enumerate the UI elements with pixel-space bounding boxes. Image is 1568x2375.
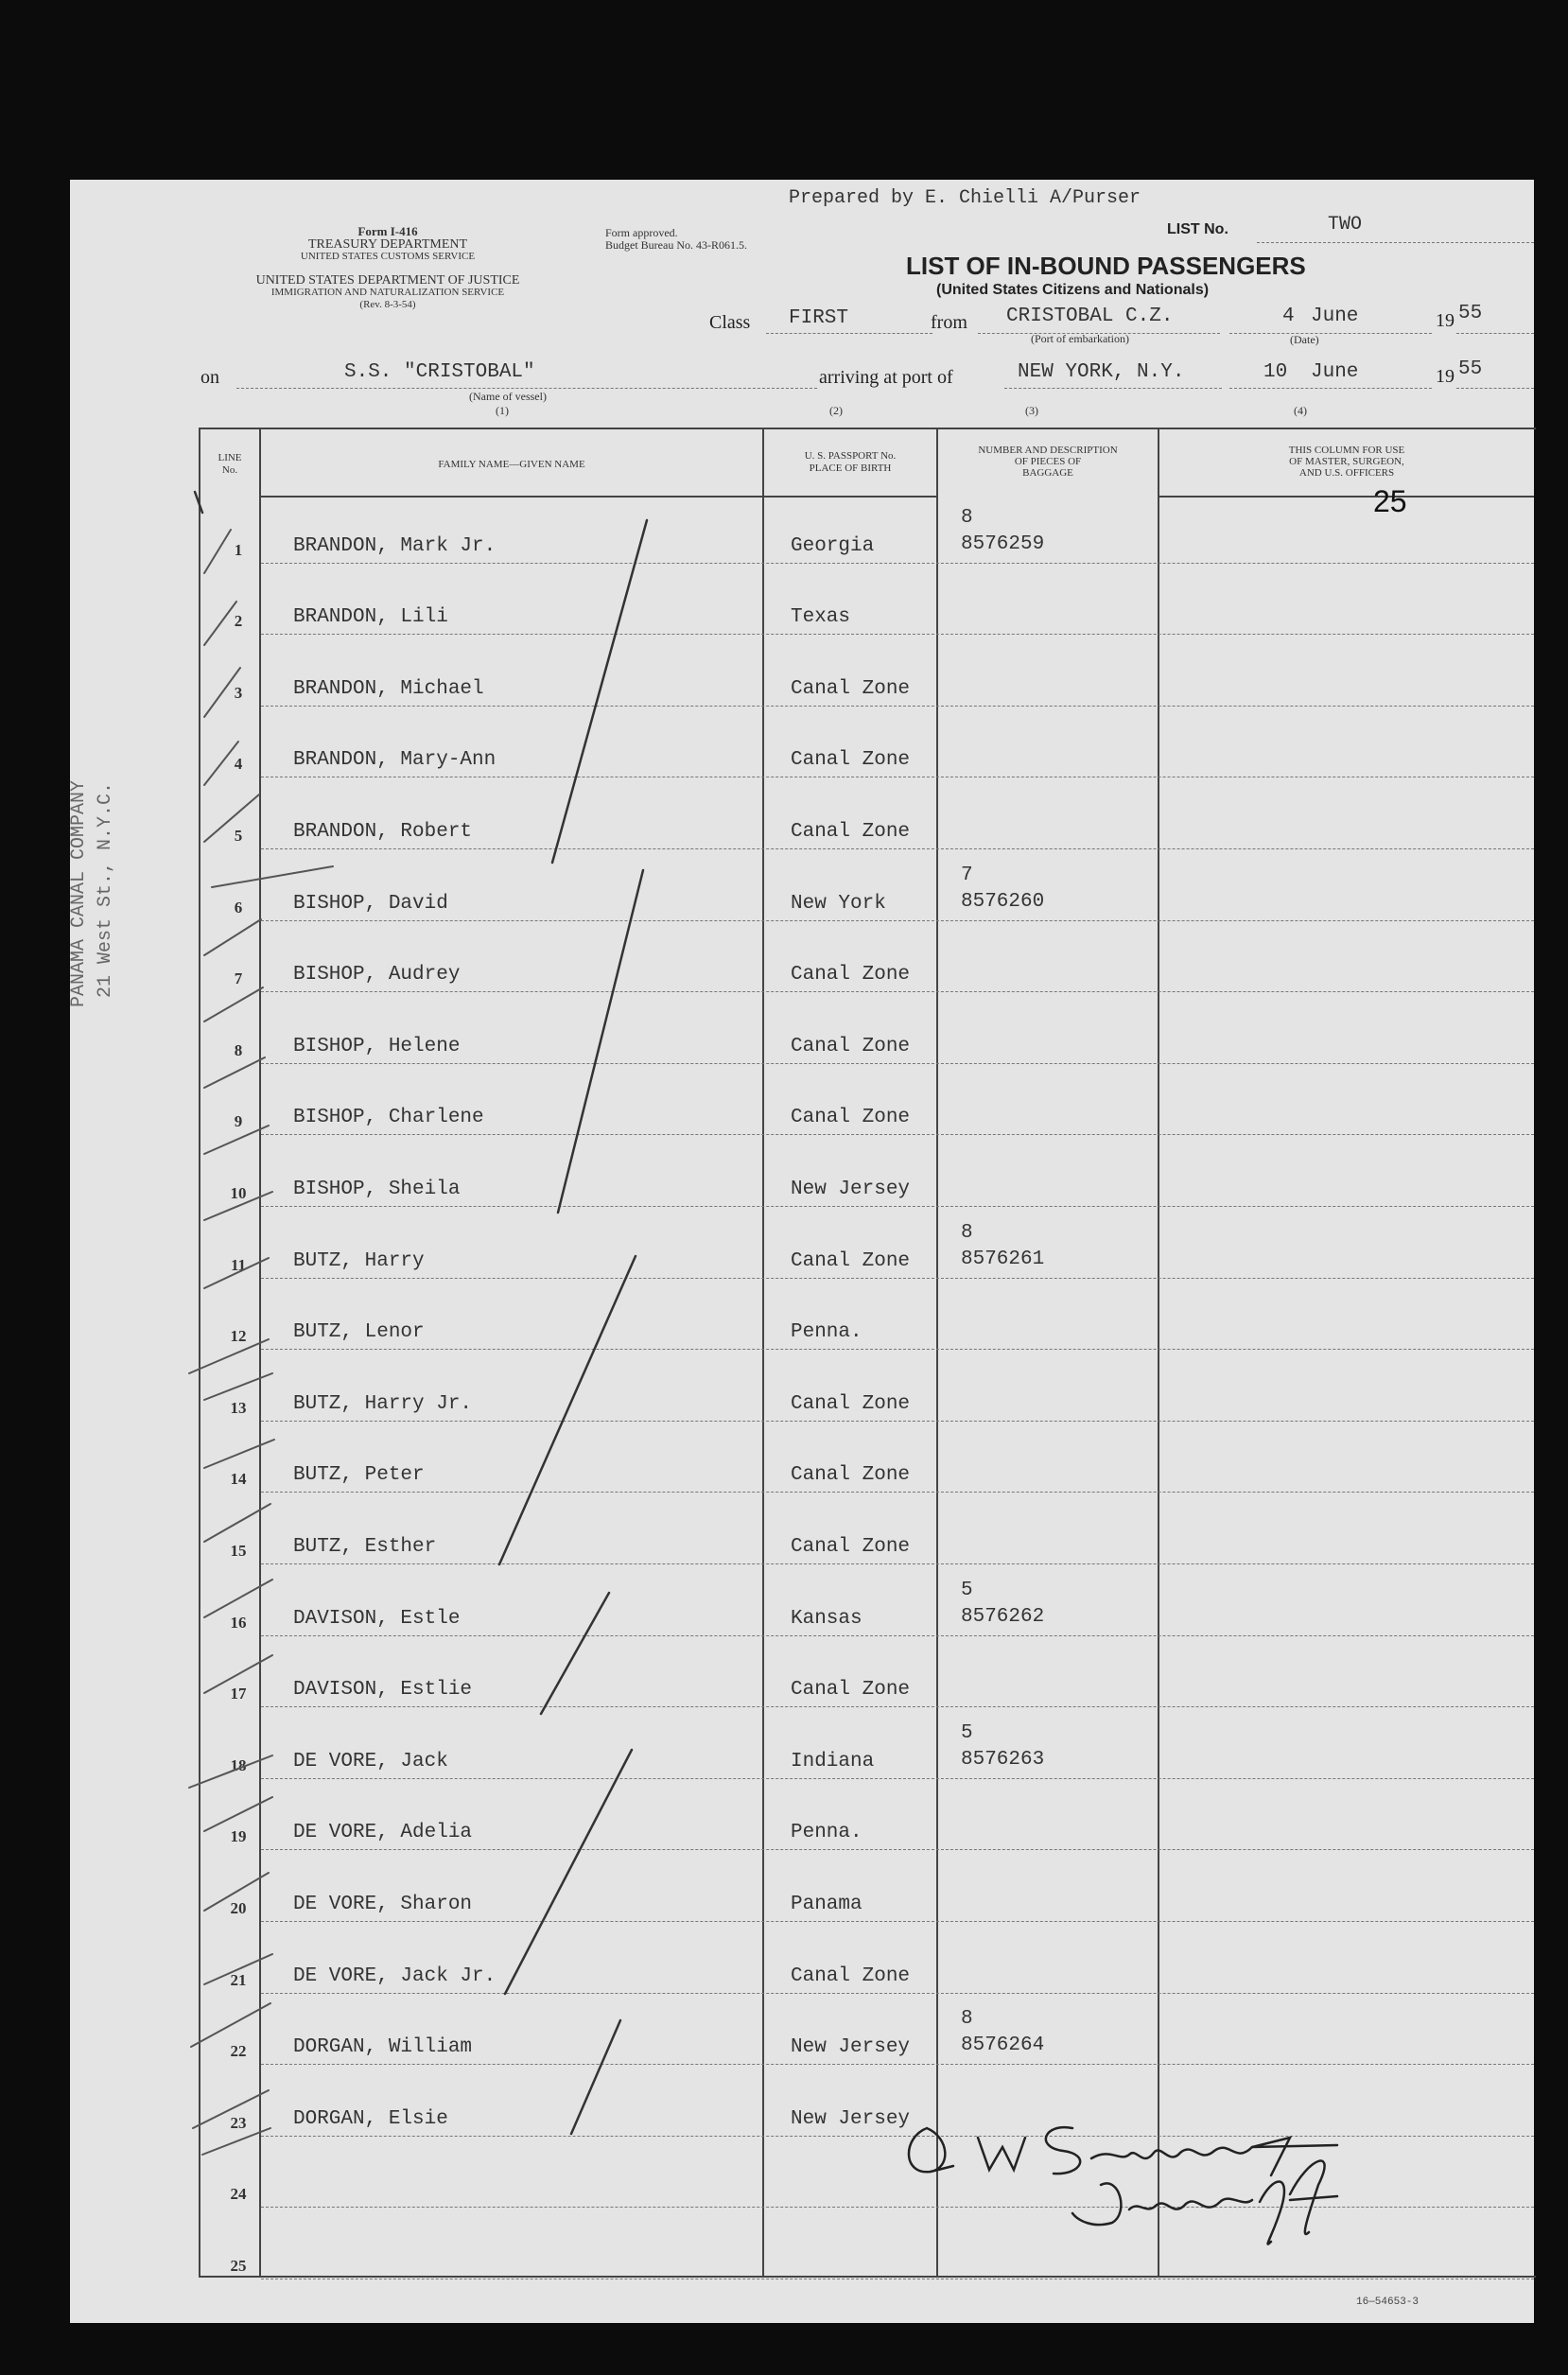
line-number: 24: [230, 2185, 247, 2204]
line-number: 5: [234, 827, 243, 845]
col-header-birthplace: PLACE OF BIRTH: [809, 463, 892, 474]
line-number: 19: [230, 1827, 247, 1846]
from-label: from: [931, 312, 967, 333]
passenger-name: DORGAN, Elsie: [293, 2107, 448, 2130]
place-of-birth: Canal Zone: [791, 1679, 911, 1702]
col-header-passport: U. S. PASSPORT No.: [804, 450, 897, 462]
class-label: Class: [709, 312, 751, 333]
line-number: 3: [234, 683, 243, 702]
passenger-name: DE VORE, Adelia: [293, 1822, 473, 1844]
passenger-name: BRANDON, Robert: [293, 821, 473, 843]
passenger-name: BUTZ, Harry Jr.: [293, 1392, 473, 1415]
baggage-tag: 8576264: [961, 2034, 1045, 2057]
embarkation-year: 55: [1458, 303, 1483, 324]
arrival-year: 55: [1458, 358, 1483, 380]
column-caption: (4): [1294, 404, 1307, 417]
vessel-name: S.S. "CRISTOBAL": [344, 361, 535, 383]
line-number: 11: [230, 1255, 247, 1274]
line-number: 7: [234, 969, 243, 988]
place-of-birth: New Jersey: [791, 1179, 911, 1200]
place-of-birth: Panama: [791, 1894, 862, 1915]
baggage-tag: 8576262: [961, 1605, 1045, 1628]
col-header-line-no: LINE: [218, 452, 242, 463]
column-caption: (2): [829, 404, 843, 417]
signature: [893, 2109, 1422, 2270]
line-number: 12: [230, 1327, 247, 1346]
place-of-birth: Kansas: [791, 1607, 862, 1630]
document-title: LIST OF IN-BOUND PASSENGERS: [906, 252, 1306, 280]
place-of-birth: New York: [791, 892, 886, 915]
prepared-by: Prepared by E. Chielli A/Purser: [789, 187, 1141, 209]
baggage-tag: 8576263: [961, 1748, 1045, 1771]
line-number: 16: [230, 1613, 247, 1632]
footer-code: 16—54653-3: [1356, 2296, 1420, 2308]
passenger-name: BUTZ, Harry: [293, 1249, 425, 1272]
col-header-baggage: NUMBER AND DESCRIPTION: [978, 445, 1118, 456]
class-value: FIRST: [789, 307, 849, 329]
passenger-name: DAVISON, Estlie: [293, 1679, 473, 1702]
port-caption: (Port of embarkation): [1031, 332, 1129, 345]
line-number: 2: [234, 612, 243, 631]
baggage-pieces: 8: [961, 2008, 973, 2031]
embarkation-port: CRISTOBAL C.Z.: [1006, 306, 1174, 327]
place-of-birth: Indiana: [791, 1750, 875, 1773]
vessel-caption: (Name of vessel): [469, 390, 547, 403]
check-marks: [70, 180, 1534, 2323]
line-number: 13: [230, 1398, 247, 1417]
column-caption: (1): [496, 404, 509, 417]
column-caption: (3): [1025, 404, 1038, 417]
department-of-justice: UNITED STATES DEPARTMENT OF JUSTICE: [255, 273, 520, 288]
place-of-birth: New Jersey: [791, 2107, 911, 2130]
passenger-name: BRANDON, Mary-Ann: [293, 749, 497, 772]
baggage-pieces: 8: [961, 506, 973, 529]
baggage-pieces: 5: [961, 1721, 973, 1744]
baggage-tag: 8576260: [961, 890, 1045, 913]
col-header-baggage: BAGGAGE: [1022, 467, 1073, 479]
baggage-tag: 8576261: [961, 1248, 1045, 1270]
place-of-birth: Canal Zone: [791, 749, 911, 772]
col-header-officers: THIS COLUMN FOR USE: [1288, 445, 1405, 456]
budget-bureau: Budget Bureau No. 43-R061.5.: [605, 238, 747, 252]
date-caption: (Date): [1290, 333, 1319, 346]
passenger-name: DE VORE, Sharon: [293, 1894, 473, 1915]
line-number: 14: [230, 1470, 247, 1489]
place-of-birth: Canal Zone: [791, 1464, 911, 1487]
form-approved: Form approved.: [605, 226, 678, 239]
col-header-baggage: OF PIECES OF: [1014, 456, 1082, 467]
revision-date: (Rev. 8-3-54): [359, 299, 416, 310]
place-of-birth: Canal Zone: [791, 1392, 911, 1415]
arrival-day: 10: [1263, 361, 1288, 383]
year-prefix: 19: [1436, 366, 1455, 387]
line-number: 17: [230, 1685, 247, 1703]
place-of-birth: Canal Zone: [791, 1249, 911, 1272]
list-no-label: LIST No.: [1167, 221, 1228, 237]
line-number: 1: [234, 540, 243, 559]
place-of-birth: Canal Zone: [791, 1965, 911, 1987]
passenger-name: BISHOP, Sheila: [293, 1179, 461, 1200]
line-number: 20: [230, 1899, 247, 1917]
passenger-name: DE VORE, Jack: [293, 1750, 448, 1773]
document-subtitle: (United States Citizens and Nationals): [936, 282, 1210, 298]
line-number: 18: [230, 1755, 247, 1774]
passenger-name: BISHOP, Helene: [293, 1035, 461, 1057]
col-header-officers: AND U.S. OFFICERS: [1298, 467, 1395, 479]
passenger-name: BISHOP, David: [293, 892, 448, 915]
place-of-birth: Penna.: [791, 1321, 862, 1344]
year-prefix: 19: [1436, 310, 1455, 331]
embarkation-day: 4: [1282, 306, 1295, 327]
baggage-tag: 8576259: [961, 533, 1045, 555]
arriving-label: arriving at port of: [819, 367, 953, 388]
line-number: 23: [230, 2113, 247, 2132]
manifest-page: [70, 180, 1534, 2323]
line-number: 4: [234, 755, 243, 774]
passenger-name: BRANDON, Mark Jr.: [293, 534, 497, 557]
passenger-name: BUTZ, Esther: [293, 1536, 437, 1558]
arrival-port: NEW YORK, N.Y.: [1018, 361, 1185, 383]
col-header-line-no: No.: [221, 464, 238, 476]
officers-count: 25: [1373, 484, 1407, 518]
customs-service: UNITED STATES CUSTOMS SERVICE: [300, 251, 476, 262]
place-of-birth: Canal Zone: [791, 1035, 911, 1057]
arrival-month: June: [1311, 361, 1359, 383]
passenger-name: DAVISON, Estle: [293, 1607, 461, 1630]
line-number: 6: [234, 898, 243, 917]
passenger-name: BISHOP, Charlene: [293, 1107, 484, 1129]
line-number: 10: [230, 1184, 247, 1202]
passenger-name: BUTZ, Peter: [293, 1464, 425, 1487]
list-no-value: TWO: [1328, 214, 1363, 236]
place-of-birth: Canal Zone: [791, 1536, 911, 1558]
place-of-birth: Canal Zone: [791, 1107, 911, 1129]
line-number: 15: [230, 1542, 247, 1560]
passenger-name: DE VORE, Jack Jr.: [293, 1965, 497, 1987]
ins-label: IMMIGRATION AND NATURALIZATION SERVICE: [270, 287, 505, 298]
passenger-name: BISHOP, Audrey: [293, 964, 461, 987]
line-number: 22: [230, 2042, 247, 2061]
baggage-pieces: 5: [961, 1579, 973, 1601]
embarkation-month: June: [1311, 306, 1359, 327]
place-of-birth: Penna.: [791, 1822, 862, 1844]
form-number: Form I-416: [357, 224, 418, 238]
place-of-birth: Georgia: [791, 534, 875, 557]
line-number: 8: [234, 1040, 243, 1059]
passenger-name: DORGAN, William: [293, 2036, 473, 2059]
col-header-officers: OF MASTER, SURGEON,: [1289, 456, 1404, 467]
baggage-pieces: 8: [961, 1221, 973, 1244]
place-of-birth: Canal Zone: [791, 677, 911, 700]
treasury-department: TREASURY DEPARTMENT: [307, 237, 468, 252]
on-label: on: [200, 367, 219, 388]
place-of-birth: Texas: [791, 606, 851, 629]
passenger-name: BRANDON, Lili: [293, 606, 448, 629]
line-number: 21: [230, 1970, 247, 1989]
baggage-pieces: 7: [961, 864, 973, 886]
place-of-birth: Canal Zone: [791, 821, 911, 843]
company-stamp-line2: 21 West St., N.Y.C.: [95, 781, 116, 998]
passenger-name: BUTZ, Lenor: [293, 1321, 425, 1344]
place-of-birth: Canal Zone: [791, 964, 911, 987]
line-number: 25: [230, 2257, 247, 2275]
col-header-name: FAMILY NAME—GIVEN NAME: [438, 459, 585, 470]
place-of-birth: New Jersey: [791, 2036, 911, 2059]
company-stamp-line1: PANAMA CANAL COMPANY: [68, 779, 90, 1007]
passenger-name: BRANDON, Michael: [293, 677, 484, 700]
line-number: 9: [234, 1112, 243, 1131]
